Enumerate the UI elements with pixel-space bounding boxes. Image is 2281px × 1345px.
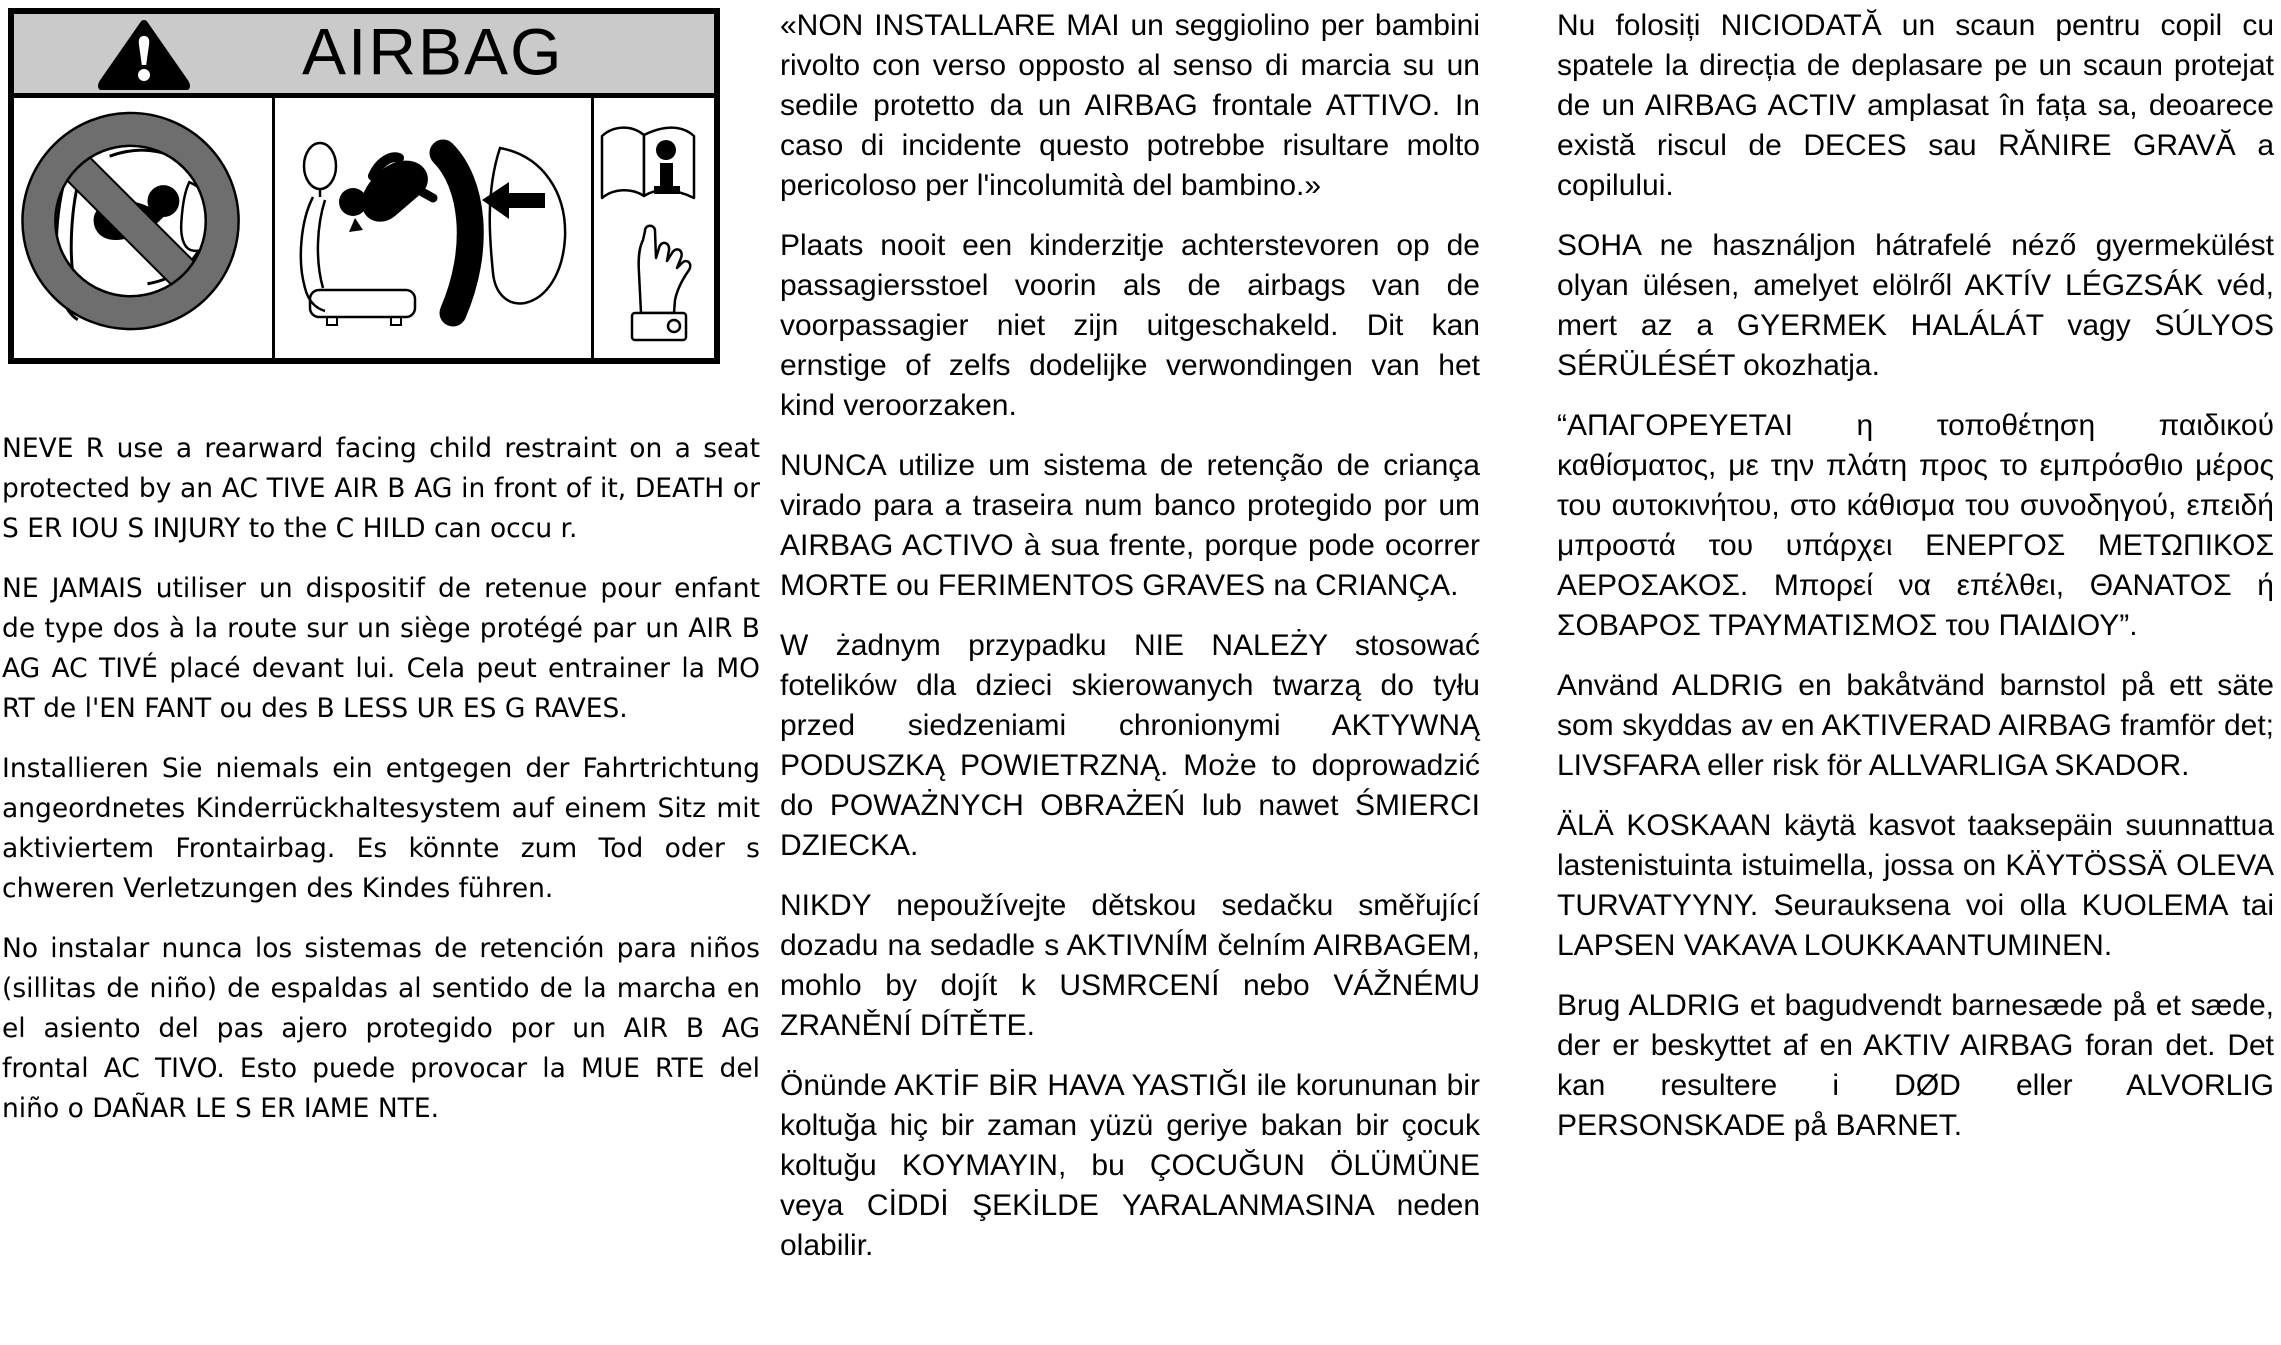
- warning-paragraph-french: NE JAMAIS utiliser un dispositif de retenue pour enfant de type dos à la route sur un siège protégé par un AIR B AG AC TIVÉ placé devant lui. Cela peut entrainer la MO RT de l'EN FANT ou des B LESS UR ES G RAVES.: [2, 573, 760, 724]
- warning-text-column-left: [2, 429, 760, 1149]
- warning-paragraph-swedish: Använd ALDRIG en bakåtvänd barnstol på ett säte som skyddas av en AKTIVERAD AIRBAG framför det; LIVSFARA eller risk för ALLVARLIGA SKADOR.: [1557, 669, 2274, 782]
- warning-paragraph-danish: Brug ALDRIG et bagudvendt barnesæde på et sæde, der er beskyttet af en AKTIV AIRBAG foran det. Det kan resultere i DØD eller ALVORLIG PERSONSKADE på BARNET.: [1557, 989, 2274, 1142]
- airbag-warning-label-box: [8, 8, 720, 364]
- label-title: AIRBAG: [302, 14, 564, 89]
- warning-paragraph-german: Installieren Sie niemals ein entgegen der Fahrtrichtung angeordnetes Kinderrückhaltesystem auf einem Sitz mit aktiviertem Frontairbag. Es könnte zum Tod oder s chweren Verletzungen des Kindes führen.: [2, 753, 760, 904]
- airbag-deployment-child-seat-impact-icon: [275, 98, 594, 358]
- no-rear-facing-child-seat-prohibition-icon: [14, 98, 275, 358]
- owners-manual-info-icon: [602, 128, 694, 198]
- label-pictogram-row: [14, 98, 714, 358]
- warning-triangle-icon: [96, 18, 192, 90]
- warning-paragraph-portuguese: NUNCA utilize um sistema de retenção de criança virado para a traseira num banco protegido por um AIRBAG ACTIVO à sua frente, porque pode ocorrer MORTE ou FERIMENTOS GRAVES na CRIANÇA.: [780, 449, 1480, 602]
- pointing-hand-icon: [632, 226, 690, 340]
- warning-text-column-right: [1557, 6, 2274, 1166]
- warning-paragraph-greek: “ΑΠΑΓΟΡΕΥΕΤΑΙ η τοποθέτηση παιδικού καθίσματος, με την πλάτη προς το εμπρόσθιο μέρος του αυτοκινήτου, στο κάθισμα του συνοδηγού, επειδή μπροστά του υπάρχει ΕΝΕΡΓΟΣ ΜΕΤΩΠΙΚΟΣ ΑΕΡΟΣΑΚΟΣ. Μπορεί να επέλθει, ΘΑΝΑΤΟΣ ή ΣΟΒΑΡΟΣ ΤΡΑΥΜΑΤΙΣΜΟΣ του ΠΑΙΔΙΟΥ”.: [1557, 409, 2274, 642]
- warning-paragraph-spanish: No instalar nunca los sistemas de retención para niños (sillitas de niño) de espaldas al sentido de la marcha en el asiento del pas ajero protegido por un AIR B AG frontal AC TIVO. Esto puede provocar la MUE RTE del niño o DAÑAR LE S ER IAME NTE.: [2, 933, 760, 1124]
- warning-paragraph-finnish: ÄLÄ KOSKAAN käytä kasvot taaksepäin suunnattua lastenistuinta istuimella, jossa on KÄYTÖSSÄ OLEVA TURVATYYNY. Seurauksena voi olla KUOLEMA tai LAPSEN VAKAVA LOUKKAANTUMINEN.: [1557, 809, 2274, 962]
- warning-paragraph-romanian: Nu folosiți NICIODATĂ un scaun pentru copil cu spatele la direcția de deplasare pe un scaun protejat de un AIRBAG ACTIV amplasat în fața sa, deoarece există riscul de DECES sau RĂNIRE GRAVĂ a copilului.: [1557, 9, 2274, 202]
- warning-paragraph-english: NEVE R use a rearward facing child restraint on a seat protected by an AC TIVE AIR B AG in front of it, DEATH or S ER IOU S INJURY to the C HILD can occu r.: [2, 433, 760, 544]
- warning-paragraph-italian: «NON INSTALLARE MAI un seggiolino per bambini rivolto con verso opposto al senso di marcia su un sedile protetto da un AIRBAG frontale ATTIVO. In caso di incidente questo potrebbe risultare molto pericoloso per l'incolumità del bambino.»: [780, 9, 1480, 202]
- label-manual-panel: [594, 98, 714, 358]
- label-header: [14, 14, 714, 98]
- warning-paragraph-hungarian: SOHA ne használjon hátrafelé néző gyermekülést olyan ülésen, amelyet elölről AKTÍV LÉGZSÁK véd, mert az a GYERMEK HALÁLÁT vagy SÚLYOS SÉRÜLÉSÉT okozhatja.: [1557, 229, 2274, 382]
- warning-text-column-middle: [780, 6, 1480, 1286]
- warning-paragraph-czech: NIKDY nepoužívejte dětskou sedačku směřující dozadu na sedadle s AKTIVNÍM čelním AIRBAGEM, mohlo by dojít k USMRCENÍ nebo VÁŽNÉMU ZRANĚNÍ DÍTĚTE.: [780, 889, 1480, 1042]
- warning-paragraph-dutch: Plaats nooit een kinderzitje achterstevoren op de passagiersstoel voorin als de airbags van de voorpassagier niet zijn uitgeschakeld. Dit kan ernstige of zelfs dodelijke verwondingen van het kind veroorzaken.: [780, 229, 1480, 422]
- warning-paragraph-polish: W żadnym przypadku NIE NALEŻY stosować fotelików dla dzieci skierowanych twarzą do tyłu przed siedzeniami chronionymi AKTYWNĄ PODUSZKĄ POWIETRZNĄ. Może to doprowadzić do POWAŻNYCH OBRAŻEŃ lub nawet ŚMIERCI DZIECKA.: [780, 629, 1480, 862]
- warning-paragraph-turkish: Önünde AKTİF BİR HAVA YASTIĞI ile korununan bir koltuğa hiç bir zaman yüzü geriye bakan bir çocuk koltuğu KOYMAYIN, bu ÇOCUĞUN ÖLÜMÜNE veya CİDDİ ŞEKİLDE YARALANMASINA neden olabilir.: [780, 1069, 1480, 1262]
